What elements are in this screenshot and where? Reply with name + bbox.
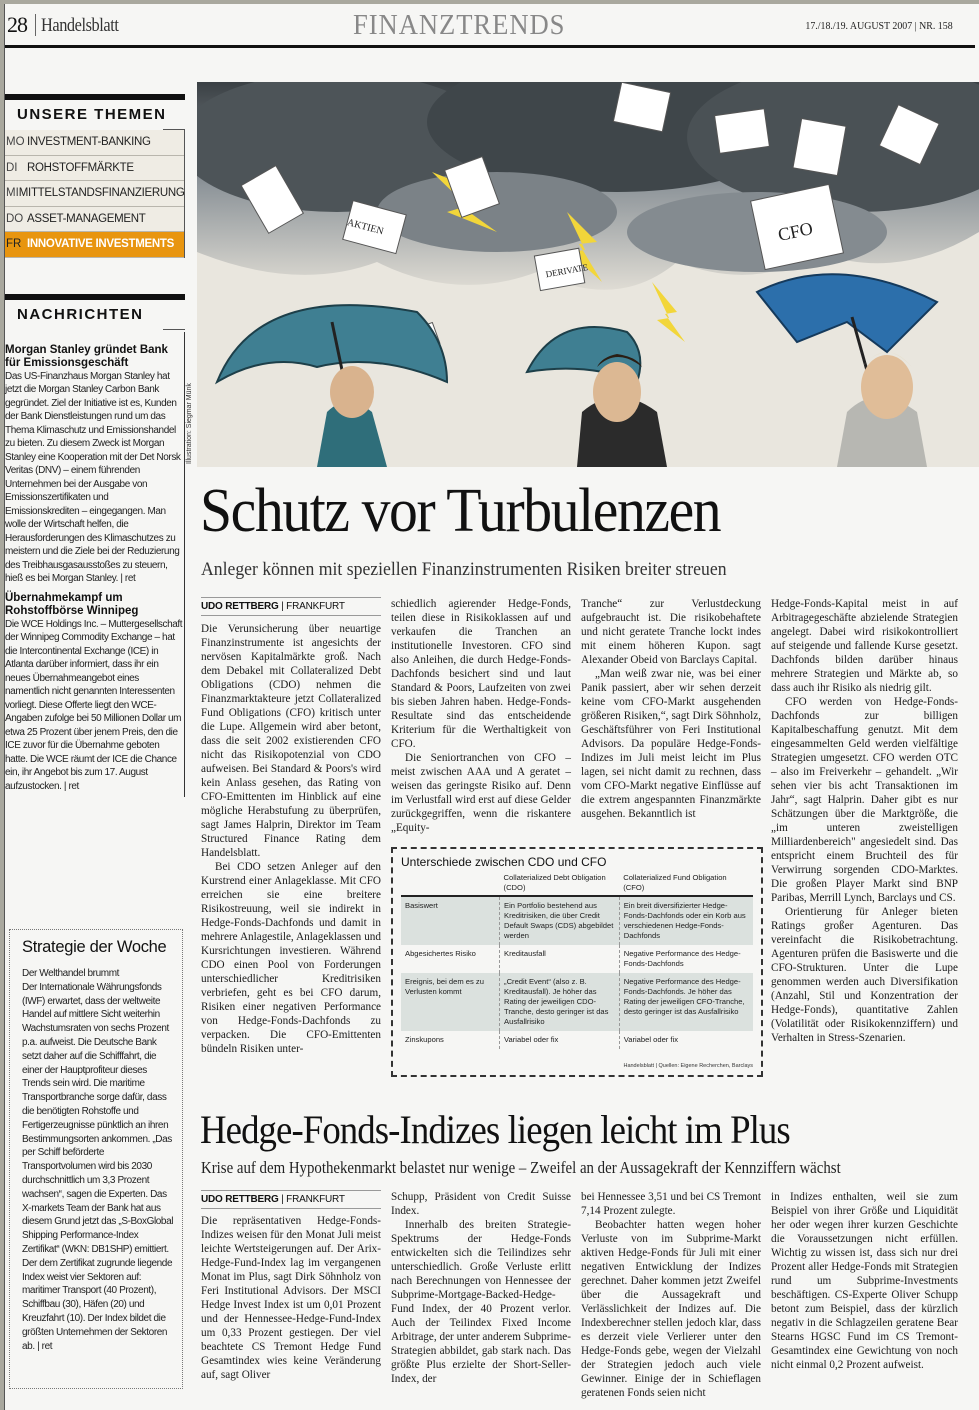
article1-column-3 — [581, 597, 761, 821]
location: FRANKFURT — [286, 1194, 345, 1205]
svg-text:AKTIEN: AKTIEN — [345, 217, 385, 238]
theme-item-mittelstandsfinanzierung[interactable] — [5, 181, 184, 207]
cell: Variabel oder fix — [619, 1031, 753, 1049]
page-number: 28 — [7, 12, 27, 37]
theme-label: MITTELSTANDSFINANZIERUNG — [18, 187, 185, 200]
themes-list — [5, 130, 185, 258]
news-body: Die WCE Holdings Inc. – Muttergesellschaft der Winnipeg Commodity Exchange – hat die Intercontinental Exchange (ICE) in Atlanta darüber informiert, dass ihr ein neues Übernahmeangebot eines namentlich nicht genannten Interessenten vorliegt. Diese Offerte liegt den WCE-Angaben zufolge bei 50 Millionen Dollar um etwa 25 Prozent über jenem Preis, den die ICE zuvor für die Übernahme geboten hatte. Die WCE räumt der ICE die Chance ein, ihr Angebot bis zum 17. August aufzustocken. | ret — [5, 618, 183, 792]
theme-item-rohstoffmaerkte[interactable] — [5, 156, 184, 182]
paragraph: Die repräsentativen Hedge-Fonds-Indizes weisen für den Monat Juli meist leichte Wertsteigerungen auf. Der Arix-Hedge-Fund-Index lag im vergangenen Monat im Plus, sagt Dirk Söhnholz von Feri Institutional Advisors. Der MSCI Hedge Invest Index ist um 0,01 Prozent und der Hennessee-Hedge-Fund-Index um 0,33 Prozent gestiegen. Der viel beachtete CS Tremont Hedge Fund Gesamtindex wies keine Veränderung auf, sagt Oliver — [201, 1215, 381, 1381]
table-row — [401, 896, 753, 945]
theme-label: INVESTMENT-BANKING — [27, 136, 151, 149]
strategy-body: Der Internationale Währungsfonds (IWF) erwartet, dass der weltweite Handel auf mittlere Sicht weiterhin Wachstumsraten von sechs Prozent p.a. aufweist. Die Deutsche Bank setzt daher auf die Schifffahrt, die einer der Hauptprofiteur dieses Trends sein wird. Die maritime Transportbranche sorge dafür, dass die benötigten Rohstoffe und Fertigerzeugnisse pünktlich an ihren Bestimmungsorten ankommen. „Das per Schiff beförderte Transportvolumen wird bis 2030 durchschnittlich um 3,3 Prozent wachsen“, sagen die Experten. Das X-markets Team der Bank hat aus diesem Grund jetzt das „S-BoxGlobal Shipping Performance-Index Zertifikat“ (WKN: DB1SHP) emittiert. Der dem Zertifikat zugrunde liegende Index weist vier Sektoren auf: maritimer Transport (40 Prozent), Schiffbau (30), Häfen (20) und Kreuzfahrt (10). Der Index bildet die größten Unternehmen der Sektoren ab. | ret — [22, 981, 174, 1352]
strategy-box — [9, 929, 183, 1389]
cell: Variabel oder fix — [500, 1031, 620, 1049]
paragraph: Bei CDO setzen Anleger auf den Kurstrend einer Anlageklasse. Mit CFO erreichen sie eine breitere Risikostreuung, weil sie indirekt in Hedge-Fonds-Dachfonds und damit in mehrere Anlagestile, Anlageklassen und Kursrichtungen investieren. Während CDO einen Pool von Forderungen unterschiedlicher Kreditrisiken verbriefen, geht es bei CFO darum, Risiken einer negativen Performance von Hedge-Fonds-Dachfonds zu verpacken. Die CFO-Emittenten bündeln Risiken unter- — [201, 861, 381, 1055]
article1-column-1 — [201, 622, 381, 1056]
news-list — [5, 332, 185, 798]
theme-label: ASSET-MANAGEMENT — [27, 212, 146, 225]
comparison-table-box — [391, 847, 763, 1077]
cell: Ein Portfolio bestehend aus Kreditrisiken, die über Credit Default Swaps (CDS) abgebildet werden — [500, 896, 620, 945]
strategy-subhead: Der Welthandel brummt — [22, 968, 120, 979]
svg-text:CFO: CFO — [776, 218, 815, 245]
table-row — [401, 973, 753, 1031]
strategy-title: Strategie der Woche — [22, 938, 167, 956]
news-body: Das US-Finanzhaus Morgan Stanley hat jetzt die Morgan Stanley Carbon Bank gegründet. Ziel der Initiative ist es, Kunden der Bank Dienstleistungen rund um das Thema Klimaschutz und Emissionshandel zu bieten. Zu diesem Zweck ist Morgan Stanley eine Kooperation mit der Det Norsk Veritas (DNV) – einem führenden Unternehmen bei der Ausgabe von Emissionszertifikaten und Emissionskrediten – eingegangen. Man wolle der Wirtschaft helfen, die Herausforderungen des Klimaschutzes zu meistern und die Ziele bei der Reduzierung des Treibhausgasausstoßes zu steuern, hieß es bei Morgan Stanley. | ret — [5, 370, 181, 584]
theme-label: ROHSTOFFMÄRKTE — [27, 161, 134, 174]
article1-byline: UDO RETTBERG | FRANKFURT — [201, 597, 381, 616]
table-title: Unterschiede zwischen CDO und CFO — [401, 855, 607, 869]
article2-column-2 — [391, 1190, 571, 1386]
row-label: Abgesichertes Risiko — [405, 949, 476, 958]
news-headline: Morgan Stanley gründet Bank für Emissionsgeschäft — [5, 343, 168, 369]
cell: „Credit Event“ (also z. B. Kreditausfall). Je höher das Rating der jeweiligen CDO-Tranche, desto geringer ist das Ausfallrisiko — [500, 973, 620, 1031]
illustration-credit: Illustration: Siegmar Münk — [186, 383, 193, 464]
location: FRANKFURT — [286, 601, 345, 612]
news-headline: Übernahmekampf um Rohstoffbörse Winnipeg — [5, 591, 139, 617]
theme-item-investment-banking[interactable] — [5, 130, 184, 156]
news-title: NACHRICHTEN — [5, 300, 185, 330]
svg-text:DERIVATE: DERIVATE — [544, 262, 589, 280]
theme-day: DO — [6, 212, 24, 225]
paragraph: Schupp, Präsident von Credit Suisse Index. — [391, 1191, 571, 1217]
cell: Negative Performance des Hedge-Fonds-Dachfonds. Je höher das Rating der jeweiligen CFO-Tranche, desto geringer ist das Ausfallrisiko — [619, 973, 753, 1031]
cell: Negative Performance des Hedge-Fonds-Dachfonds — [619, 945, 753, 973]
header-divider — [35, 14, 36, 36]
article2-headline: Hedge-Fonds-Indizes liegen leicht im Plus — [200, 1107, 790, 1152]
paragraph: Die Verunsicherung über neuartige Finanzinstrumente ist angesichts der nervösen Kapitalmärkte groß. Nach dem Debakel mit Collateralized Debt Obligations (CDO) nehmen die Finanzmarktakteure jetzt Collateralized Fund Obligations (CFO) kritisch unter die Lupe. Allgemein wird aber betont, dass die seit 2002 existierenden CFO nicht das Risikopotenzial von CDO aufweisen. Bei Standard & Poors's wird kein Anlass gesehen, das Rating von CFO-Emittenten im Hinblick auf eine mögliche Herabstufung zu überprüfen, sagt James Halprin, Direktor im Team Structured Finance Rating dem Handelsblatt. — [201, 623, 381, 859]
paragraph: bei Hennessee 3,51 und bei CS Tremont 7,14 Prozent zulegte. — [581, 1191, 761, 1217]
paragraph: Tranche“ zur Verlustdeckung aufgebraucht ist. Die risikobehaftete und nicht geratete Tranche lockt indes mit einem höheren Kupon. sagt Alexander Obeid von Barclays Capital. — [581, 598, 761, 666]
cell: Kreditausfall — [500, 945, 620, 973]
article2-column-3 — [581, 1190, 761, 1400]
article2-column-1 — [201, 1214, 381, 1382]
column-header — [401, 871, 500, 896]
table-source: Handelsblatt | Quellen: Eigene Recherchen, Barclays — [623, 1063, 753, 1069]
themes-title: UNSERE THEMEN — [5, 100, 185, 130]
paragraph: „Man weiß zwar nie, was bei einer Panik passiert, aber wir sehen derzeit keine vom CFO-Markt ausgehenden größeren Risiken,“, sagt Dirk Söhnholz, Geschäftsführer von Feri Institutional Advisors. Da populäre Hedge-Fonds-Indizes im Juli meist leicht im Plus lagen, sei nicht damit zu rechnen, dass vom CFO-Markt negative Einflüsse auf die extrem angespannten Finanzmärkte ausgehen. Bekanntlich ist — [581, 668, 761, 820]
column-header: Collaterialized Debt Obligation (CDO) — [500, 871, 620, 896]
table-row — [401, 945, 753, 973]
article1-headline: Schutz vor Turbulenzen — [200, 477, 721, 545]
section-title: FINANZTRENDS — [353, 10, 566, 41]
article1-column-4 — [771, 597, 958, 1045]
paragraph: schiedlich agierender Hedge-Fonds, teilen diese in Risikoklassen auf und verkaufen die Tranchen an institutionelle Investoren. CFO sind also Anleihen, die durch Hedge-Fonds-Dachfonds besichert sind und laut Standard & Poors, Laufzeiten von zwei bis sieben Jahren haben. Hedge-Fonds-Resultate sind das entscheidende Kriterium für die Werthaltigkeit von CFO. — [391, 598, 571, 750]
author: UDO RETTBERG — [201, 1194, 279, 1205]
sidebar — [5, 94, 185, 797]
paragraph: in Indizes enthalten, weil sie zum Beispiel von ihrer Größe und Liquidität her oder wegen ihrer kurzen Geschichte die Voraussetzungen nicht erfüllen. Wichtig zu wissen ist, dass sich nur drei Prozent aller Hedge-Fonds mit Strategien rund um Subprime-Investments beschäftigen. CS-Experte Oliver Schupp betont zum Beispiel, dass der kürzlich negativ in die Schlagzeilen geratene Bear Stearns HGSC Fund im CS Tremont-Gesamtindex eine Gewichtung von noch nicht einmal 0,2 Prozent aufweist. — [771, 1191, 958, 1371]
brand-logo: Handelsblatt — [41, 15, 119, 36]
paragraph: Hedge-Fonds-Kapital meist in auf Arbitragegeschäfte abzielende Strategien angelegt. Dabei wird risikokontrolliert auf steigende und fallende Kurse gesetzt. Dachfonds bilden darüber hinaus mehrere Strategien und Märkte ab, so dass auch ihr Risiko als niedrig gilt. — [771, 598, 958, 694]
article1-column-2 — [391, 597, 571, 835]
paragraph: CFO werden von Hedge-Fonds-Dachfonds zur billigen Kapitalbeschaffung genutzt. Mit dem eingesammelten Geld werden vielfältige Strategien umgesetzt. CFO werden OTC – also im Freiverkehr – gehandelt. „Wir sehen vier bis acht Transaktionen im Jahr“, sagt Halprin. Daher gibt es nur Schätzungen über die Marktgröße, die „im unteren zweistelligen Milliardenbereich" angesiedelt sind. Das entspricht einem Bruchteil des für Verwirrung sorgenden CDO-Marktes. Die großen Player Markt sind BNP Paribas, Merrill Lynch, Barclays und CS. — [771, 696, 958, 904]
news-item — [5, 344, 184, 586]
row-label: Zinskupons — [405, 1035, 444, 1044]
paragraph: Die Seniortranchen von CFO – meist zwischen AAA und A geratet – weisen das geringste Risiko auf. Denn im Verlustfall wird erst auf diese Gelder zurückgegriffen, wenn die riskantere „Equity- — [391, 752, 571, 834]
paragraph: Innerhalb des breiten Strategie-Spektrums der Hedge-Fonds entwickelten sich die Teilindizes sehr unterschiedlich. Große Verluste erlitt nach Berechnungen von Hennessee der Subprime-Mortgage-Backed-Hedge-Fund Index, der 40 Prozent verlor. Auch der Teilindex Fixed Income Arbitrage, der unter anderem Subprime-Strategien abbildet, gab stark nach. Das größte Plus erzielte der Short-Seller-Index, der — [391, 1219, 571, 1385]
article2-dek: Krise auf dem Hypothekenmarkt belastet nur wenige – Zweifel an der Aussagekraft der Kennziffern wächst — [201, 1158, 841, 1177]
column-header: Collaterialized Fund Obligation (CFO) — [619, 871, 753, 896]
article2-byline: UDO RETTBERG | FRANKFURT — [201, 1190, 381, 1209]
issue-date: 17./18./19. AUGUST 2007 | NR. 158 — [805, 20, 953, 32]
newspaper-page — [4, 4, 979, 1410]
comparison-table — [401, 871, 753, 1049]
header-rule — [5, 45, 975, 48]
illustration-graphic — [197, 82, 979, 467]
row-label: Basiswert — [401, 896, 500, 945]
theme-label: INNOVATIVE INVESTMENTS — [27, 238, 174, 251]
theme-day: FR — [6, 238, 22, 251]
theme-item-innovative-investments[interactable] — [5, 232, 184, 258]
table-header-row — [401, 871, 753, 896]
theme-item-asset-management[interactable] — [5, 207, 184, 233]
paragraph: Beobachter hatten wegen hoher Verluste von im Subprime-Markt aktiven Hedge-Fonds für Juli mit einer negativen Entwicklung der Indizes gerechnet. Daher kommen jetzt Zweifel über die Aussagekraft und Verlässlichkeit der Indizes auf. Die Indexberechner stellen jedoch klar, dass es derzeit viele Verlierer unter den Hedge-Fonds gebe, wegen der Vielzahl der Strategien jedoch auch viele Gewinner. Einige der in Schieflagen geratenen Fonds seien nicht — [581, 1219, 761, 1399]
storm-umbrella-illustration — [197, 82, 979, 467]
row-label: Ereignis, bei dem es zu Verlusten kommt — [401, 973, 500, 1031]
theme-day: DI — [6, 161, 18, 174]
article2-column-4 — [771, 1190, 958, 1372]
theme-day: MI — [6, 187, 19, 200]
cell: Ein breit diversifizierter Hedge-Fonds-Dachfonds oder ein Korb aus verschiedenen Hedge-Fonds-Dachfonds — [619, 896, 753, 945]
article1-dek: Anleger können mit speziellen Finanzinstrumenten Risiken breiter streuen — [201, 559, 727, 580]
table-row — [401, 1031, 753, 1049]
news-item — [5, 592, 184, 794]
theme-day: MO — [6, 136, 25, 149]
author: UDO RETTBERG — [201, 601, 279, 612]
paragraph: Orientierung für Anleger bieten Ratings großer Agenturen. Das vereinfacht die Risikobetrachtung. Agenturen prüfen die Basiswerte und die CFO-Strukturen. Unter die Lupe genommen werden auch Diversifikation (Anzahl, Stil und Konzentration der Hedge-Fonds), quantitative Zahlen (Volatilität oder Risikokennziffern) und Verhalten in Stress-Szenarien. — [771, 906, 958, 1044]
page-header — [5, 4, 977, 49]
